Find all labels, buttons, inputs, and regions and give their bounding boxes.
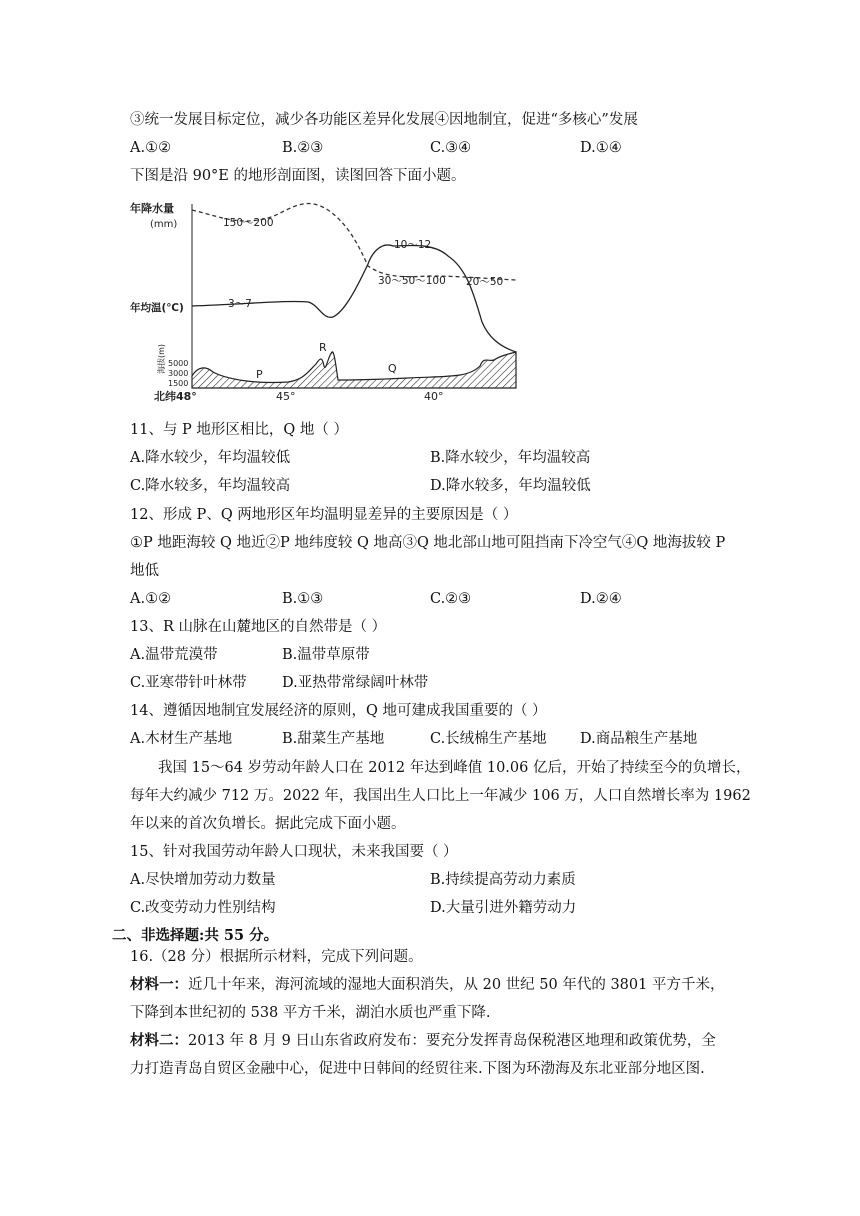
altitude-tick-5000: 5000 — [168, 359, 189, 368]
question-15: 15、针对我国劳动年龄人口现状，未来我国要（ ） — [130, 844, 458, 860]
latitude-tick-40: 40° — [424, 390, 444, 403]
temp-value-1: 3～7 — [228, 298, 252, 310]
q15-option-d[interactable]: D.大量引进外籍劳动力 — [430, 900, 577, 916]
q12-option-d[interactable]: D.②④ — [580, 591, 622, 607]
material-2-label: 材料二： — [130, 1032, 188, 1049]
q14-option-d[interactable]: D.商品粮生产基地 — [580, 731, 698, 747]
q10-option-a[interactable]: A.①② — [130, 140, 172, 156]
precip-value-3: 20～50 — [466, 276, 504, 288]
paragraph-line2: 每年大约减少 712 万。2022 年，我国出生人口比上一年减少 106 万，人口自然增长率为 1962 — [130, 788, 751, 804]
q12-option-b[interactable]: B.①③ — [282, 591, 324, 607]
precip-value-1: 150～200 — [223, 217, 274, 229]
material-1-line2: 下降到本世纪初的 538 平方千米，湖泊水质也严重下降. — [130, 1005, 491, 1021]
q11-option-a[interactable]: A.降水较少，年均温较低 — [130, 450, 291, 466]
temp-value-2: 10～12 — [394, 239, 432, 251]
question-11: 11、与 P 地形区相比，Q 地（ ） — [130, 422, 349, 438]
q12-option-c[interactable]: C.②③ — [430, 591, 472, 607]
terrain-cross-section — [192, 352, 516, 388]
q13-option-b[interactable]: B.温带草原带 — [282, 647, 370, 663]
q11-option-c[interactable]: C.降水较多，年均温较高 — [130, 478, 291, 494]
paragraph-line1: 我国 15～64 岁劳动年龄人口在 2012 年达到峰值 10.06 亿后，开始了持续至今的负增长， — [158, 760, 751, 776]
region-label-q: Q — [388, 362, 397, 375]
material-2-line1 — [130, 1031, 716, 1051]
precip-axis-unit: (mm) — [150, 219, 178, 230]
altitude-tick-3000: 3000 — [168, 369, 189, 378]
question-16: 16.（28 分）根据所示材料，完成下列问题。 — [130, 949, 423, 965]
question-13: 13、R 山脉在山麓地区的自然带是（ ） — [130, 619, 387, 635]
section-heading: 二、非选择题:共 55 分。 — [112, 927, 279, 944]
altitude-tick-1500: 1500 — [168, 379, 189, 388]
material-2-line2: 力打造青岛自贸区金融中心，促进中日韩间的经贸往来.下图为环渤海及东北亚部分地区图. — [130, 1061, 705, 1077]
q14-option-c[interactable]: C.长绒棉生产基地 — [430, 731, 547, 747]
q12-option-a[interactable]: A.①② — [130, 591, 172, 607]
precip-curve — [192, 204, 516, 280]
q10-option-d[interactable]: D.①④ — [580, 140, 622, 156]
region-label-r: R — [319, 341, 327, 354]
q13-option-a[interactable]: A.温带荒漠带 — [130, 647, 218, 663]
figure-intro: 下图是沿 90°E 的地形剖面图，读图回答下面小题。 — [130, 168, 466, 184]
line-q10-statements: ③统一发展目标定位，减少各功能区差异化发展④因地制宜，促进“多核心”发展 — [130, 112, 638, 128]
precip-value-2: 30～50～100 — [378, 275, 446, 287]
question-12: 12、形成 P、Q 两地形区年均温明显差异的主要原因是（ ） — [130, 507, 518, 523]
q11-option-b[interactable]: B.降水较少，年均温较高 — [430, 450, 591, 466]
terrain-profile-figure — [128, 196, 528, 406]
q15-option-a[interactable]: A.尽快增加劳动力数量 — [130, 872, 276, 888]
q10-option-b[interactable]: B.②③ — [282, 140, 324, 156]
q11-option-d[interactable]: D.降水较多，年均温较低 — [430, 478, 591, 494]
q12-statements-line2: 地低 — [130, 563, 159, 579]
altitude-axis-label: 海拔(m) — [157, 343, 166, 374]
temp-axis-label: 年均温(℃) — [130, 302, 184, 314]
q12-statements-line1: ①P 地距海较 Q 地近②P 地纬度较 Q 地高③Q 地北部山地可阻挡南下冷空气④Q 地海拔较 P — [130, 535, 726, 551]
q14-option-a[interactable]: A.木材生产基地 — [130, 731, 233, 747]
paragraph-line3: 年以来的首次负增长。据此完成下面小题。 — [130, 816, 406, 832]
q15-option-c[interactable]: C.改变劳动力性别结构 — [130, 900, 276, 916]
q15-option-b[interactable]: B.持续提高劳动力素质 — [430, 872, 576, 888]
q14-option-b[interactable]: B.甜菜生产基地 — [282, 731, 385, 747]
material-1-text: 近几十年来，海河流域的湿地大面积消失，从 20 世纪 50 年代的 3801 平方千米， — [188, 977, 725, 993]
latitude-axis-label: 北纬48° — [154, 390, 197, 403]
q13-option-c[interactable]: C.亚寒带针叶林带 — [130, 675, 247, 691]
latitude-tick-45: 45° — [276, 390, 296, 403]
q13-option-d[interactable]: D.亚热带常绿阔叶林带 — [282, 675, 429, 691]
material-2-text: 2013 年 8 月 9 日山东省政府发布：要充分发挥青岛保税港区地理和政策优势，全 — [188, 1033, 716, 1049]
material-1-line1 — [130, 975, 724, 995]
q10-option-c[interactable]: C.③④ — [430, 140, 472, 156]
question-14: 14、遵循因地制宜发展经济的原则，Q 地可建成我国重要的（ ） — [130, 703, 547, 719]
region-label-p: P — [256, 368, 263, 381]
material-1-label: 材料一： — [130, 976, 188, 993]
precip-axis-label: 年降水量 — [130, 202, 174, 215]
